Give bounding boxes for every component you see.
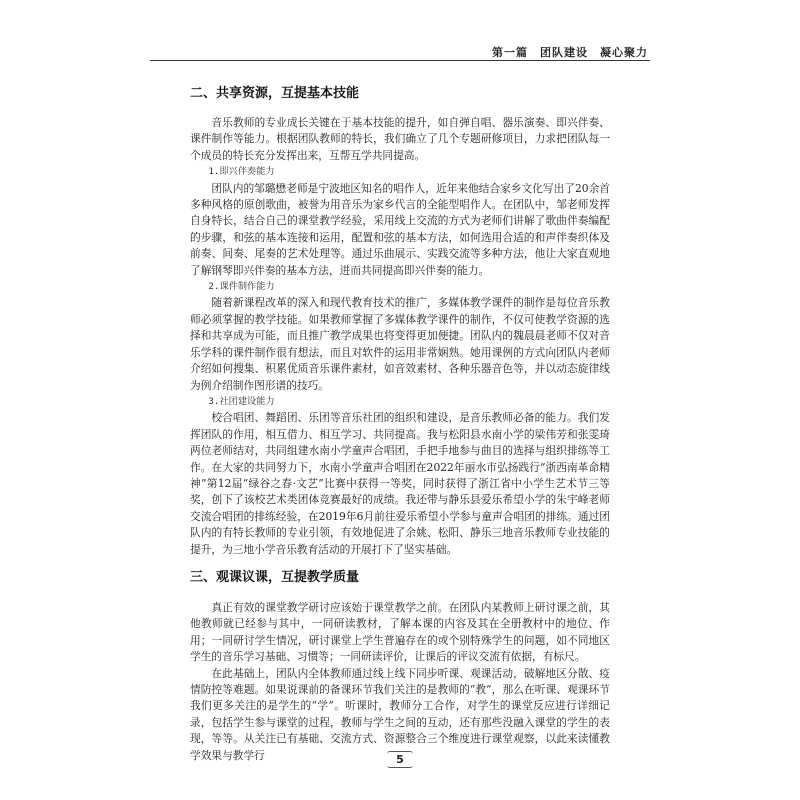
paragraph-lesson-observation: 在此基础上，团队内全体教师通过线上线下同步听课、观课活动，破解地区分散、疫情防控等难题。如果说课前的备课环节我们关注的是教师的“教”，那么在听课、观课环节我们更多关注的是学生的“学”。听课时，教师分工合作，对学生的课堂反应进行详细记录，包括学生参与课堂的过程，教师与学生之间的互动，还有那些没融入课堂的学生的表现，等等。从关注已有基础、交流方式、资源整合三个维度进行课堂观察，以此来读懂教学效果与教学行 <box>190 666 610 762</box>
paragraph-courseware-making: 随着新课程改革的深入和现代教育技术的推广，多媒体教学课件的制作是每位音乐教师必须掌握的教学技能。如果教师掌握了多媒体教学课件的制作，不仅可使教学资源的选择和共享成为可能，而且推广教学成果也将变得更加便捷。团队内的魏晨晨老师不仅对音乐学科的课件制作很有想法，而且对软件的运用非常娴熟。她用课例的方式向团队内老师介绍如何搜集、积累优质音乐课件素材，如音效素材、各种乐器音色等，并以动态旋律线为例介绍制作图形谱的技巧。 <box>190 296 610 392</box>
page-number-footer <box>0 748 800 768</box>
subheading-improvised-accompaniment: 1.即兴伴奏能力 <box>208 166 275 178</box>
page-body <box>190 84 610 764</box>
section-heading-lesson-observation: 三、观课议课，互提教学质量 <box>190 569 360 585</box>
running-header <box>0 0 800 66</box>
paragraph-club-building: 校合唱团、舞蹈团、乐团等音乐社团的组织和建设，是音乐教师必备的能力。我们发挥团队的作用，相互借力、相互学习、共同提高。我与松阳县水南小学的梁伟芳和张雯琦两位老师结对，共同组建水南小学童声合唱团，手把手地参与曲目的选择与组织排练等工作。在大家的共同努力下，水南小学童声合唱团在2022年丽水市弘扬践行“浙西南革命精神”第12届“绿谷之春·文艺”比赛中获得一等奖，同时获得了浙江省中小学生艺术节三等奖，创下了该校艺术类团体竞赛最好的成绩。我还带与静乐县爱乐希望小学的朱宇峰老师交流合唱团的排练经验，在2019年6月前往爱乐希望小学参与童声合唱团的排练。通过团队内的有特长教师的专业引领，有效地促进了余姚、松阳、静乐三地音乐教师专业技能的提升，为三地小学音乐教育活动的开展打下了坚实基础。 <box>190 411 610 556</box>
subheading-courseware-making: 2.课件制作能力 <box>208 281 275 293</box>
running-header-title: 第一篇 团队建设 凝心聚力 <box>492 46 648 59</box>
subheading-club-building: 3.社团建设能力 <box>208 395 275 407</box>
paragraph-lesson-study: 真正有效的课堂教学研讨应该始于课堂教学之前。在团队内某教师上研讨课之前，其他教师就已经参与其中，一同研读教材，了解本课的内容及其在全册教材中的地位、作用；一同研讨学生情况，研讨课堂上学生普遍存在的或个别特殊学生的问题，如不同地区学生的音乐学习基础、习惯等；一同研读评价，让课后的评议交流有依据，有标尺。 <box>190 600 610 664</box>
page-number: 5 <box>387 751 413 768</box>
section-heading-shared-resources: 二、共享资源，互提基本技能 <box>190 86 360 101</box>
section-intro-paragraph: 音乐教师的专业成长关键在于基本技能的提升，如自弹自唱、器乐演奏、即兴伴奏、课件制作等能力。根据团队教师的特长，我们确立了几个专题研修项目，力求把团队每一个成员的特长充分发挥出来，互帮互学共同提高。 <box>190 116 610 162</box>
paragraph-improvised-accompaniment: 团队内的邹璐懋老师是宁波地区知名的唱作人，近年来他结合家乡文化写出了20余首多种风格的原创歌曲，被誉为用音乐为家乡代言的全能型唱作人。在团队中，邹老师发挥自身特长，结合自己的课堂教学经验，采用线上交流的方式为老师们讲解了歌曲伴奏编配的步骤，和弦的基本连接和运用，配置和弦的基本方法，如何选用合适的和声伴奏织体及前奏、间奏、尾奏的艺术处理等。通过乐曲展示、实践交流等多种方法，他让大家直观地了解钢琴即兴伴奏的基本方法，进而共同提高即兴伴奏的能力。 <box>190 181 610 277</box>
header-rule <box>150 60 650 61</box>
